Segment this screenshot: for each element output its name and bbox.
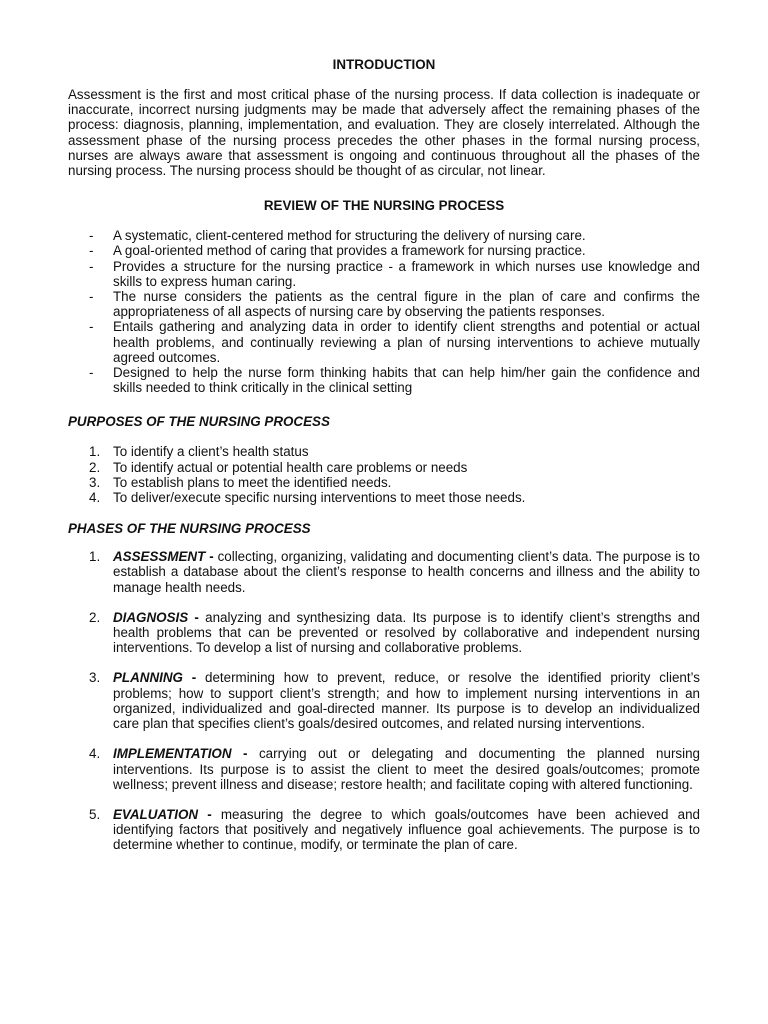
list-item-text: To establish plans to meet the identified needs. [113,474,392,490]
phase-term: PLANNING [113,670,183,686]
phase-description: measuring the degree to which goals/outcomes have been achieved and identifying factors that positively and negatively influence goal achievements. The purpose is to determine whether to continue, modify, or terminate the plan of care. [113,806,700,853]
item-number: 3. [89,474,101,490]
list-item [68,746,700,792]
item-number: 1. [89,444,101,460]
list-item [68,490,700,505]
list-item [68,475,700,490]
list-item-text: A systematic, client-centered method for structuring the delivery of nursing care. [113,228,586,244]
list-item-text: To deliver/execute specific nursing interventions to meet those needs. [113,490,526,506]
list-item [68,289,700,319]
list-item [68,807,700,853]
list-item [68,259,700,289]
list-item [68,319,700,365]
list-dash: - [89,319,94,335]
phase-term: ASSESSMENT [113,549,206,565]
item-number: 2. [89,459,101,475]
list-item-text: The nurse considers the patients as the central figure in the plan of care and confirms the appropriateness of all aspects of nursing care by observing the patients responses. [113,289,700,320]
list-item [68,460,700,475]
phase-description: collecting, organizing, validating and documenting client’s data. The purpose is to establish a database about the client’s response to health concerns and illness and the ability to manage health needs. [113,549,700,595]
item-number: 4. [89,490,101,506]
review-list [68,228,700,395]
list-item [68,444,700,459]
item-number: 5. [89,806,101,822]
intro-paragraph: Assessment is the first and most critical phase of the nursing process. If data collection is inadequate or inaccurate, incorrect nursing judgments may be made that adversely affect the remaining phases of the process: diagnosis, planning, implementation, and evaluation. They are closely interrelated. Although the assessment phase of the nursing process precedes the other phases in the formal nursing process, nurses are always aware that assessment is ongoing and continuous throughout all the phases of the nursing process. The nursing process should be thought of as circular, not linear. [68,87,700,179]
list-item-text: Designed to help the nurse form thinking habits that can help him/her gain the confidence and skills needed to think critically in the clinical setting [113,365,700,396]
list-dash: - [89,365,94,381]
list-dash: - [89,228,94,244]
list-dash: - [89,289,94,305]
list-item [68,610,700,656]
item-number: 1. [89,549,101,565]
intro-heading: INTRODUCTION [332,57,436,72]
purposes-list [68,444,700,505]
item-number: 4. [89,746,101,762]
list-item [68,228,700,243]
phase-description: determining how to prevent, reduce, or resolve the identified priority client’s problems; how to support client’s strength; and how to implement nursing interventions in an organized, individualized and goal-directed manner. Its purpose is to develop an individualized care plan that specifies client’s goals/desired outcomes, and related nursing interventions. [113,670,700,732]
list-dash: - [89,258,94,274]
review-heading: REVIEW OF THE NURSING PROCESS [263,198,505,214]
item-number: 2. [89,609,101,625]
list-dash: - [89,243,94,259]
list-item [68,670,700,731]
item-number: 3. [89,670,101,686]
list-item [68,243,700,258]
phase-dash: - [191,670,197,686]
list-item-text: Entails gathering and analyzing data in order to identify client strengths and potential or actual health problems, and continually reviewing a plan of nursing interventions to achieve mutually agreed outcomes. [113,319,700,365]
phases-list [68,549,700,852]
phase-dash: - [194,609,199,625]
list-item-text: To identify actual or potential health care problems or needs [113,459,468,475]
phases-heading: PHASES OF THE NURSING PROCESS [68,521,311,537]
phase-description: analyzing and synthesizing data. Its purpose is to identify client’s strengths and health problems that can be prevented or resolved by collaborative and independent nursing interventions. To develop a list of nursing and collaborative problems. [113,609,700,656]
document-body [68,57,700,868]
phase-term: DIAGNOSIS [113,609,189,625]
list-item-text: Provides a structure for the nursing practice - a framework in which nurses use knowledge and skills to express human caring. [113,258,700,289]
phase-term: EVALUATION [113,806,199,822]
list-item [68,549,700,595]
list-item [68,365,700,395]
phase-description: carrying out or delegating and documenting the planned nursing interventions. Its purpose is to assist the client to meet the desired goals/outcomes; promote wellness; prevent illness and disease; restore health; and facilitate coping with altered functioning. [113,746,700,792]
phase-dash: - [243,746,248,762]
phase-term: IMPLEMENTATION [113,746,232,762]
purposes-heading: PURPOSES OF THE NURSING PROCESS [68,414,330,430]
list-item-text: To identify a client’s health status [113,444,309,460]
phase-dash: - [207,806,212,822]
phase-dash: - [209,549,214,565]
list-item-text: A goal-oriented method of caring that provides a framework for nursing practice. [113,243,586,259]
